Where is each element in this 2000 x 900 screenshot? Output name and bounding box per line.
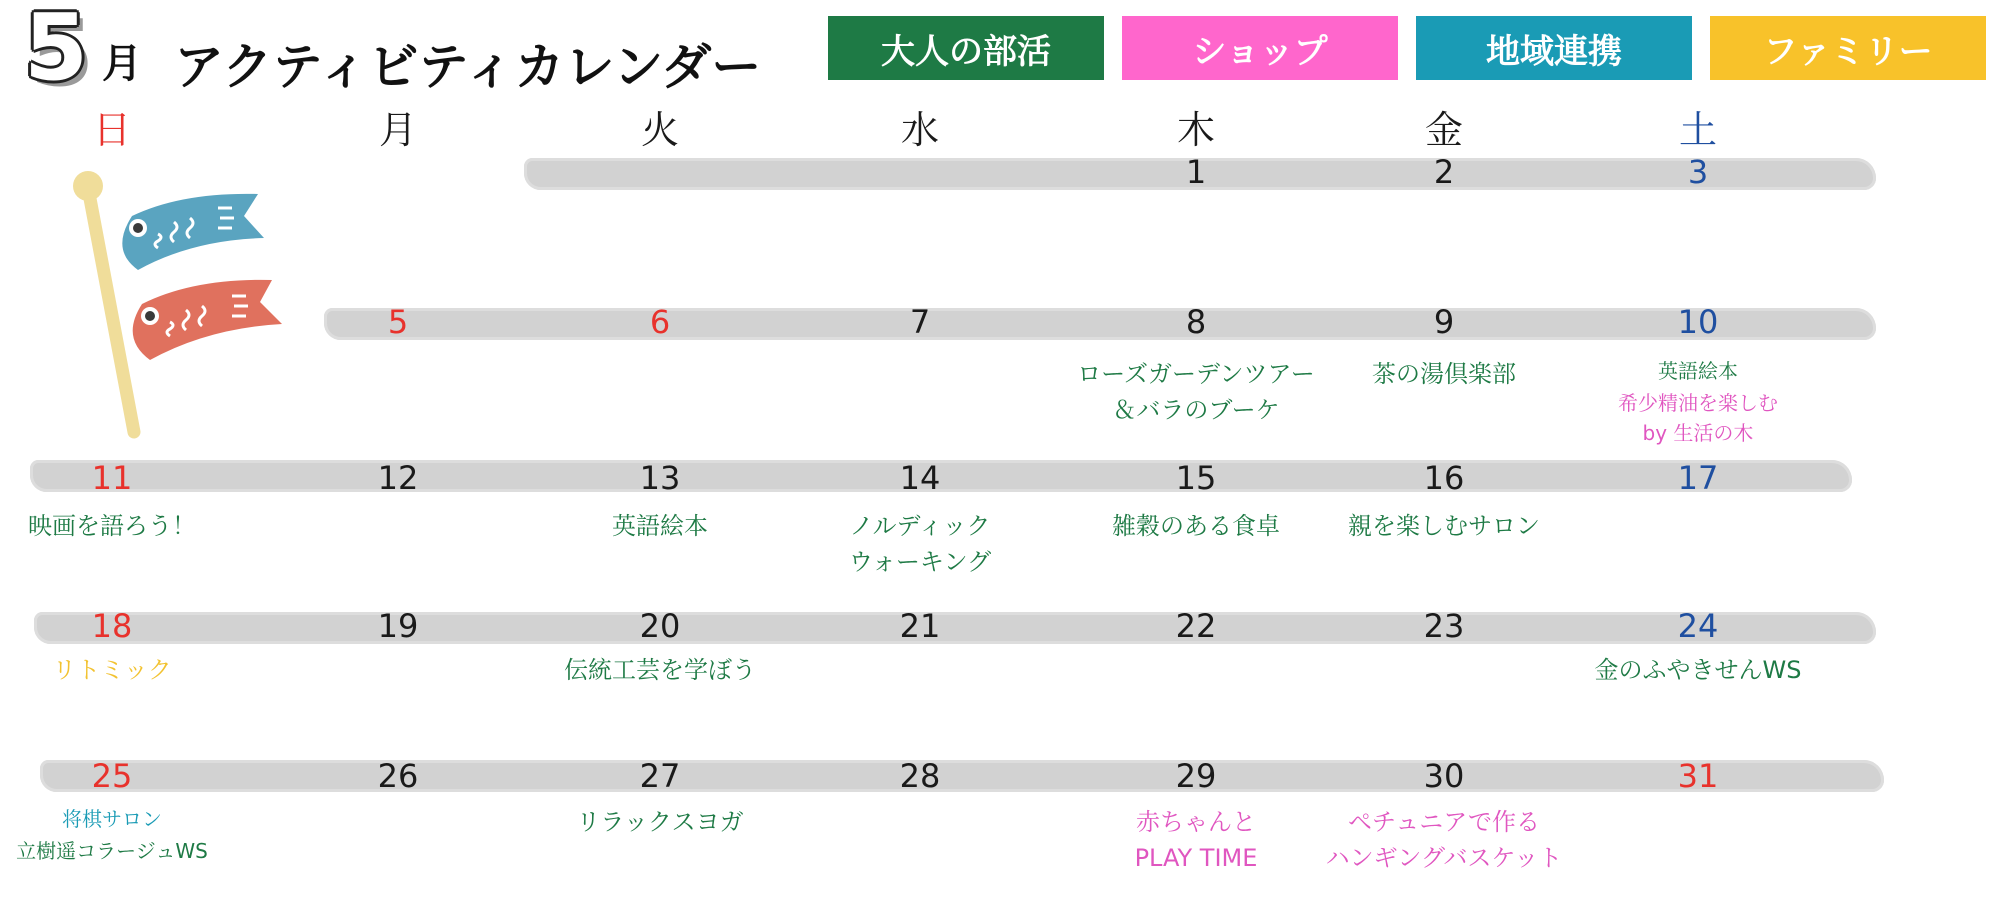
weekday-header: 土 [1678,108,1717,152]
event-line: 金のふやきせんWS [1594,656,1802,684]
event-item[interactable] [1498,388,1898,448]
day-number: 25 [91,757,133,795]
weekday-header: 月 [378,108,417,152]
event-line: リトミック [52,656,172,684]
day-number: 30 [1423,757,1465,795]
day-number: 31 [1677,757,1719,795]
event-item[interactable] [460,804,860,840]
event-item[interactable] [0,836,312,866]
event-item[interactable] [1244,508,1644,544]
day-number: 23 [1423,607,1465,645]
event-line: 希少精油を楽しむ [1618,391,1778,415]
event-line: 赤ちゃんと [1136,808,1256,836]
legend-adult-club [828,16,1104,80]
day-number: 6 [649,303,671,341]
event-line: ハンギングバスケット [1325,844,1563,872]
day-number: 3 [1687,153,1709,191]
event-line: リラックスヨガ [576,808,744,836]
weekday-header: 金 [1424,108,1463,152]
event-item[interactable] [0,804,312,834]
month-unit: 月 [102,41,142,87]
weekday-header: 火 [640,108,679,152]
page-title: アクティビティカレンダー [174,38,762,96]
event-line: by 生活の木 [1642,421,1754,445]
day-number: 5 [387,303,409,341]
day-number: 21 [899,607,941,645]
weekday-header: 水 [900,108,939,152]
day-number: 8 [1185,303,1207,341]
event-item[interactable] [1244,804,1644,876]
event-line: 英語絵本 [612,512,708,540]
event-line: 親を楽しむサロン [1348,512,1540,540]
event-line: ノルディック [849,512,991,540]
day-number: 16 [1423,459,1465,497]
day-number: 10 [1677,303,1719,341]
koinobori-icon [62,166,294,448]
event-line: 将棋サロン [62,807,162,831]
day-number: 22 [1175,607,1217,645]
day-number: 18 [91,607,133,645]
day-number: 9 [1433,303,1455,341]
day-number: 13 [639,459,681,497]
day-number: 28 [899,757,941,795]
weekday-header: 日 [92,108,131,152]
event-item[interactable] [460,652,860,688]
day-number: 2 [1433,153,1455,191]
event-line: 雑穀のある食卓 [1112,512,1280,540]
legend-label: ファミリー [1763,31,1933,72]
day-number: 1 [1185,153,1207,191]
day-number: 11 [91,459,133,497]
weekday-header: 木 [1176,108,1215,152]
event-line: 伝統工芸を学ぼう [564,656,756,684]
legend-label: ショップ [1192,31,1328,72]
event-line: PLAY TIME [1134,844,1258,872]
event-line: 立樹遥コラージュWS [16,839,208,863]
event-line: ＆バラのブーケ [1112,396,1280,424]
event-line: ウォーキング [848,548,992,576]
day-number: 27 [639,757,681,795]
legend-community [1416,16,1692,80]
event-line: ペチュニアで作る [1348,808,1540,836]
event-item[interactable] [0,508,312,544]
day-number: 26 [377,757,419,795]
day-number: 15 [1175,459,1217,497]
event-line: 映画を語ろう！ [28,512,196,540]
legend-label: 大人の部活 [881,31,1051,72]
event-item[interactable] [1498,356,1898,386]
event-item[interactable] [1498,652,1898,688]
legend-shop [1122,16,1398,80]
event-item[interactable] [0,652,312,688]
day-number: 17 [1677,459,1719,497]
day-number: 14 [899,459,941,497]
day-number: 20 [639,607,681,645]
day-number: 24 [1677,607,1719,645]
event-line: 茶の湯倶楽部 [1372,360,1516,388]
day-number: 7 [909,303,931,341]
day-number: 12 [377,459,419,497]
event-line: ローズガーデンツアー [1077,360,1315,388]
event-line: 英語絵本 [1658,359,1738,383]
month-number: 5 [24,0,89,101]
legend-family [1710,16,1986,80]
legend-label: 地域連携 [1486,31,1622,72]
day-number: 29 [1175,757,1217,795]
day-number: 19 [377,607,419,645]
